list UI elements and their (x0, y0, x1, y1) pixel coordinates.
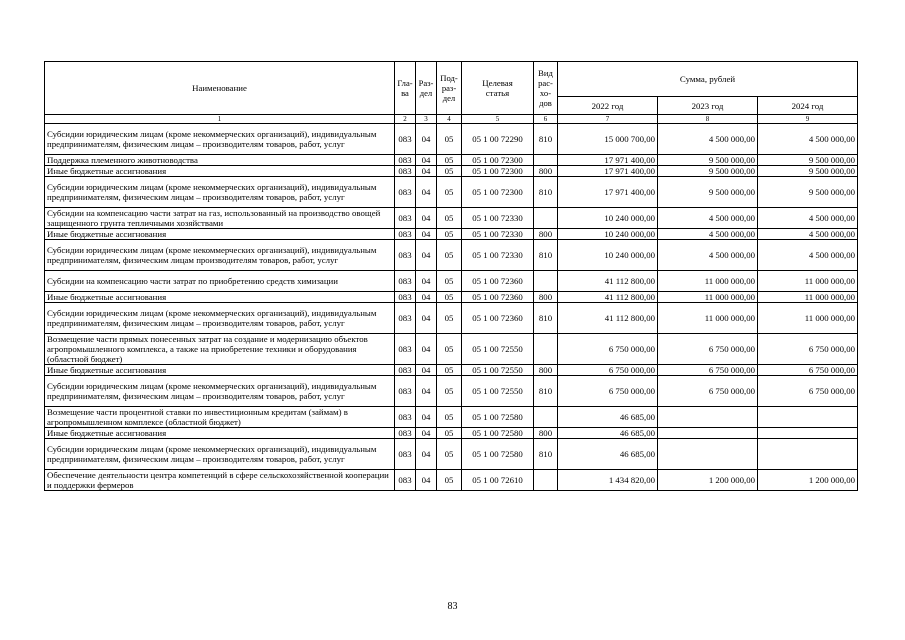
row-sum-2024: 4 500 000,00 (758, 124, 858, 155)
row-section: 04 (416, 166, 437, 177)
row-subsection: 05 (437, 334, 462, 365)
row-sum-2023: 9 500 000,00 (658, 166, 758, 177)
row-sum-2022: 46 685,00 (558, 428, 658, 439)
row-name: Субсидии юридическим лицам (кроме некоммерческих организаций), индивидуальным предпринимателям, физическим лицам – производителям товаров, работ, услуг (45, 439, 395, 470)
row-subsection: 05 (437, 155, 462, 166)
row-chapter: 083 (395, 407, 416, 428)
header-section: Раз- дел (416, 62, 437, 115)
header-year-2024: 2024 год (758, 97, 858, 115)
row-target: 05 1 00 72360 (462, 303, 534, 334)
row-section: 04 (416, 155, 437, 166)
row-target: 05 1 00 72330 (462, 208, 534, 229)
row-subsection: 05 (437, 470, 462, 491)
table-row (45, 208, 858, 229)
row-chapter: 083 (395, 166, 416, 177)
row-sum-2022: 17 971 400,00 (558, 166, 658, 177)
row-name: Субсидии юридическим лицам (кроме некоммерческих организаций), индивидуальным предпринимателям, физическим лицам – производителям товаров, работ, услуг (45, 124, 395, 155)
row-sum-2023 (658, 428, 758, 439)
row-section: 04 (416, 376, 437, 407)
row-sum-2022: 10 240 000,00 (558, 208, 658, 229)
header-target: Целевая статья (462, 62, 534, 115)
row-target: 05 1 00 72550 (462, 365, 534, 376)
row-sum-2024 (758, 407, 858, 428)
row-sum-2024: 9 500 000,00 (758, 155, 858, 166)
row-target: 05 1 00 72550 (462, 334, 534, 365)
row-target: 05 1 00 72330 (462, 240, 534, 271)
row-name: Иные бюджетные ассигнования (45, 229, 395, 240)
row-name: Субсидии юридическим лицам (кроме некоммерческих организаций), индивидуальным предпринимателям, физическим лицам производителям товаров, работ, услуг (45, 240, 395, 271)
row-sum-2024: 6 750 000,00 (758, 334, 858, 365)
column-number-row (45, 115, 858, 124)
column-number: 4 (437, 115, 462, 124)
row-expense-type: 810 (534, 376, 558, 407)
table-row (45, 166, 858, 177)
column-number: 7 (558, 115, 658, 124)
row-sum-2023 (658, 439, 758, 470)
row-chapter: 083 (395, 428, 416, 439)
row-target: 05 1 00 72580 (462, 428, 534, 439)
row-sum-2023: 11 000 000,00 (658, 292, 758, 303)
row-name: Поддержка племенного животноводства (45, 155, 395, 166)
row-name: Возмещение части прямых понесенных затрат на создание и модернизацию объектов агропромышленного комплекса, а также на приобретение техники и оборудования (областной бюджет) (45, 334, 395, 365)
row-sum-2023: 9 500 000,00 (658, 155, 758, 166)
row-chapter: 083 (395, 155, 416, 166)
row-sum-2024: 6 750 000,00 (758, 365, 858, 376)
row-sum-2022: 46 685,00 (558, 439, 658, 470)
row-section: 04 (416, 470, 437, 491)
row-expense-type: 800 (534, 428, 558, 439)
row-target: 05 1 00 72580 (462, 407, 534, 428)
row-sum-2022: 6 750 000,00 (558, 334, 658, 365)
row-subsection: 05 (437, 166, 462, 177)
row-name: Иные бюджетные ассигнования (45, 365, 395, 376)
row-subsection: 05 (437, 240, 462, 271)
row-sum-2022: 10 240 000,00 (558, 240, 658, 271)
row-target: 05 1 00 72300 (462, 166, 534, 177)
row-sum-2024: 4 500 000,00 (758, 229, 858, 240)
row-name: Иные бюджетные ассигнования (45, 428, 395, 439)
row-expense-type (534, 407, 558, 428)
row-subsection: 05 (437, 177, 462, 208)
row-chapter: 083 (395, 439, 416, 470)
row-target: 05 1 00 72290 (462, 124, 534, 155)
row-target: 05 1 00 72610 (462, 470, 534, 491)
row-chapter: 083 (395, 240, 416, 271)
row-section: 04 (416, 271, 437, 292)
table-row (45, 428, 858, 439)
table-row (45, 303, 858, 334)
row-name: Субсидии юридическим лицам (кроме некоммерческих организаций), индивидуальным предпринимателям, физическим лицам – производителям товаров, работ, услуг (45, 376, 395, 407)
budget-table (44, 61, 858, 491)
row-name: Субсидии юридическим лицам (кроме некоммерческих организаций), индивидуальным предпринимателям, физическим лицам – производителям товаров, работ, услуг (45, 177, 395, 208)
row-sum-2023: 9 500 000,00 (658, 177, 758, 208)
row-name: Иные бюджетные ассигнования (45, 166, 395, 177)
row-sum-2023: 11 000 000,00 (658, 303, 758, 334)
row-sum-2023: 6 750 000,00 (658, 376, 758, 407)
row-sum-2024 (758, 428, 858, 439)
row-sum-2023: 4 500 000,00 (658, 240, 758, 271)
row-sum-2022: 41 112 800,00 (558, 292, 658, 303)
row-target: 05 1 00 72360 (462, 292, 534, 303)
row-section: 04 (416, 229, 437, 240)
row-expense-type (534, 155, 558, 166)
row-sum-2022: 10 240 000,00 (558, 229, 658, 240)
row-expense-type (534, 271, 558, 292)
row-sum-2024: 9 500 000,00 (758, 177, 858, 208)
row-name: Обеспечение деятельности центра компетенций в сфере сельскохозяйственной кооперации и поддержки фермеров (45, 470, 395, 491)
header-subsection: Под- раз- дел (437, 62, 462, 115)
row-expense-type (534, 470, 558, 491)
row-section: 04 (416, 292, 437, 303)
row-target: 05 1 00 72300 (462, 155, 534, 166)
row-sum-2022: 6 750 000,00 (558, 376, 658, 407)
table-row (45, 177, 858, 208)
row-sum-2022: 41 112 800,00 (558, 271, 658, 292)
row-sum-2024: 11 000 000,00 (758, 292, 858, 303)
table-row (45, 334, 858, 365)
row-target: 05 1 00 72330 (462, 229, 534, 240)
row-sum-2022: 17 971 400,00 (558, 177, 658, 208)
row-chapter: 083 (395, 334, 416, 365)
row-expense-type: 800 (534, 229, 558, 240)
table-row (45, 240, 858, 271)
row-name: Субсидии на компенсацию части затрат по приобретению средств химизации (45, 271, 395, 292)
row-name: Субсидии юридическим лицам (кроме некоммерческих организаций), индивидуальным предпринимателям, физическим лицам – производителям товаров, работ, услуг (45, 303, 395, 334)
row-name: Иные бюджетные ассигнования (45, 292, 395, 303)
row-target: 05 1 00 72580 (462, 439, 534, 470)
row-chapter: 083 (395, 271, 416, 292)
row-expense-type: 810 (534, 240, 558, 271)
row-expense-type: 810 (534, 177, 558, 208)
row-sum-2024: 1 200 000,00 (758, 470, 858, 491)
row-section: 04 (416, 208, 437, 229)
table-row (45, 470, 858, 491)
row-chapter: 083 (395, 124, 416, 155)
table-row (45, 229, 858, 240)
row-sum-2024: 11 000 000,00 (758, 303, 858, 334)
row-sum-2023: 4 500 000,00 (658, 124, 758, 155)
row-expense-type: 800 (534, 365, 558, 376)
row-subsection: 05 (437, 303, 462, 334)
row-section: 04 (416, 124, 437, 155)
row-subsection: 05 (437, 439, 462, 470)
row-expense-type: 810 (534, 303, 558, 334)
row-sum-2024: 4 500 000,00 (758, 240, 858, 271)
table-row (45, 407, 858, 428)
row-chapter: 083 (395, 229, 416, 240)
row-sum-2024: 6 750 000,00 (758, 376, 858, 407)
row-subsection: 05 (437, 428, 462, 439)
table-row (45, 155, 858, 166)
column-number: 1 (45, 115, 395, 124)
table-row (45, 271, 858, 292)
column-number: 3 (416, 115, 437, 124)
column-number: 2 (395, 115, 416, 124)
row-chapter: 083 (395, 292, 416, 303)
row-expense-type: 800 (534, 292, 558, 303)
column-number: 9 (758, 115, 858, 124)
header-name: Наименование (45, 62, 395, 115)
row-name: Субсидии на компенсацию части затрат на газ, использованный на производство овощей защищенного грунта тепличными хозяйствами (45, 208, 395, 229)
row-subsection: 05 (437, 229, 462, 240)
row-expense-type: 810 (534, 439, 558, 470)
table-row (45, 376, 858, 407)
row-sum-2022: 41 112 800,00 (558, 303, 658, 334)
row-sum-2024: 9 500 000,00 (758, 166, 858, 177)
column-number: 5 (462, 115, 534, 124)
row-subsection: 05 (437, 365, 462, 376)
row-chapter: 083 (395, 376, 416, 407)
page-number: 83 (447, 601, 458, 612)
column-number: 8 (658, 115, 758, 124)
row-target: 05 1 00 72550 (462, 376, 534, 407)
header-year-2022: 2022 год (558, 97, 658, 115)
row-sum-2022: 15 000 700,00 (558, 124, 658, 155)
row-sum-2023 (658, 407, 758, 428)
row-name: Возмещение части процентной ставки по инвестиционным кредитам (займам) в агропромышленном комплексе (областной бюджет) (45, 407, 395, 428)
row-subsection: 05 (437, 271, 462, 292)
row-section: 04 (416, 240, 437, 271)
row-sum-2022: 46 685,00 (558, 407, 658, 428)
row-section: 04 (416, 407, 437, 428)
table-row (45, 439, 858, 470)
row-section: 04 (416, 334, 437, 365)
row-subsection: 05 (437, 407, 462, 428)
row-chapter: 083 (395, 470, 416, 491)
table-row (45, 292, 858, 303)
row-expense-type: 810 (534, 124, 558, 155)
row-expense-type: 800 (534, 166, 558, 177)
row-sum-2022: 17 971 400,00 (558, 155, 658, 166)
header-year-2023: 2023 год (658, 97, 758, 115)
row-sum-2022: 1 434 820,00 (558, 470, 658, 491)
row-subsection: 05 (437, 208, 462, 229)
header-sum: Сумма, рублей (558, 62, 858, 97)
row-section: 04 (416, 439, 437, 470)
row-chapter: 083 (395, 303, 416, 334)
header-expense-type: Вид рас- хо- дов (534, 62, 558, 115)
column-number: 6 (534, 115, 558, 124)
row-chapter: 083 (395, 208, 416, 229)
row-section: 04 (416, 365, 437, 376)
row-target: 05 1 00 72300 (462, 177, 534, 208)
row-subsection: 05 (437, 376, 462, 407)
row-sum-2022: 6 750 000,00 (558, 365, 658, 376)
table-row (45, 365, 858, 376)
row-subsection: 05 (437, 124, 462, 155)
row-sum-2023: 11 000 000,00 (658, 271, 758, 292)
row-chapter: 083 (395, 365, 416, 376)
row-expense-type (534, 334, 558, 365)
row-sum-2023: 6 750 000,00 (658, 334, 758, 365)
row-target: 05 1 00 72360 (462, 271, 534, 292)
row-sum-2023: 6 750 000,00 (658, 365, 758, 376)
row-section: 04 (416, 428, 437, 439)
row-sum-2023: 4 500 000,00 (658, 229, 758, 240)
row-section: 04 (416, 303, 437, 334)
row-sum-2023: 1 200 000,00 (658, 470, 758, 491)
row-sum-2024: 4 500 000,00 (758, 208, 858, 229)
row-chapter: 083 (395, 177, 416, 208)
table-row (45, 124, 858, 155)
row-sum-2024: 11 000 000,00 (758, 271, 858, 292)
row-subsection: 05 (437, 292, 462, 303)
row-expense-type (534, 208, 558, 229)
header-chapter: Гла- ва (395, 62, 416, 115)
row-sum-2023: 4 500 000,00 (658, 208, 758, 229)
row-section: 04 (416, 177, 437, 208)
row-sum-2024 (758, 439, 858, 470)
